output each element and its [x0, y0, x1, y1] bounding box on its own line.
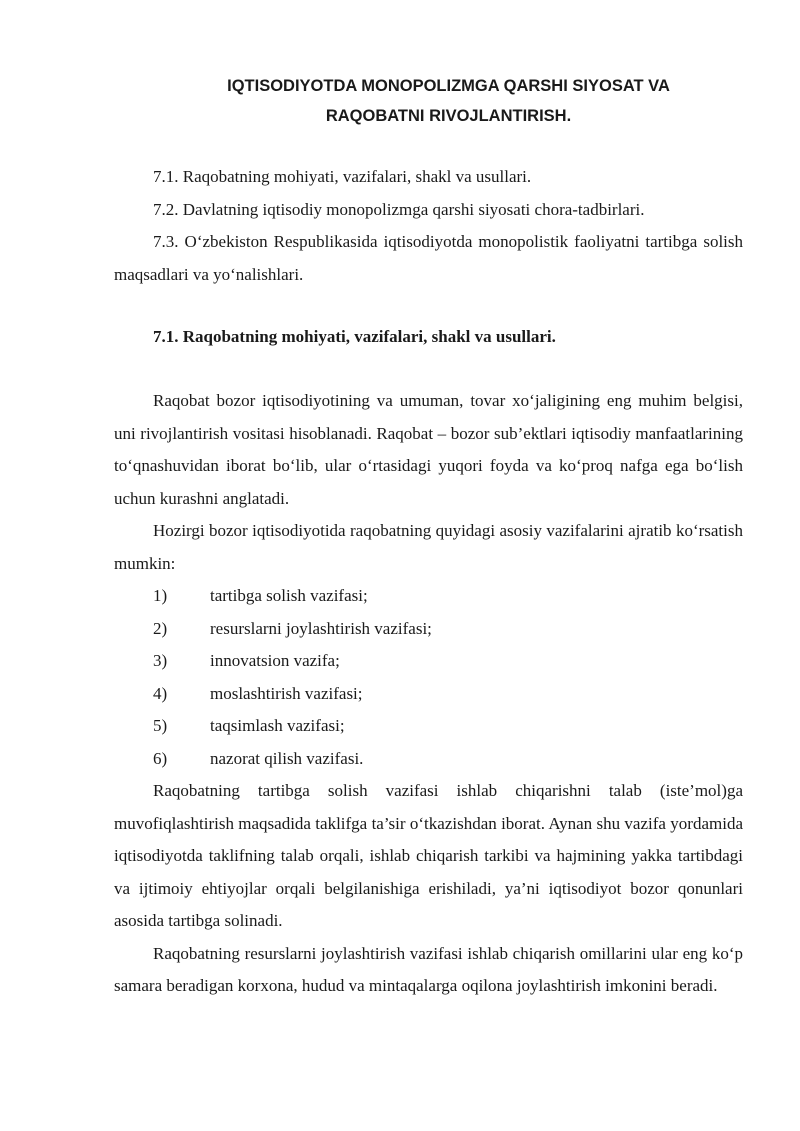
list-item-number: 6): [153, 748, 168, 768]
list-item: [114, 645, 743, 678]
list-item: [114, 580, 743, 613]
list-item-number: 5): [153, 716, 168, 735]
list-item: [114, 710, 743, 743]
paragraph-4: Raqobatning resurslarni joylashtirish vazifasi ishlab chiqarish omillarini ular eng ko‘p samara beradigan korxona, hudud va mintaqalarga oqilona joylashtirish imkonini beradi.: [114, 943, 743, 995]
list-item-text: tartibga solish vazifasi;: [210, 586, 368, 605]
list-item-text: nazorat qilish vazifasi.: [210, 748, 364, 768]
toc-item: 7.3. O‘zbekiston Respublikasida iqtisodiyotda monopolistik faoliyatni tartibga solish maqsadlari va yo‘nalishlari.: [114, 232, 743, 284]
list-item-text: resurslarni joylashtirish vazifasi;: [210, 618, 432, 638]
list-item-text: innovatsion vazifa;: [210, 651, 340, 670]
paragraph-1: Raqobat bozor iqtisodiyotining va umuman, tovar xo‘jaligining eng muhim belgisi, uni rivojlantirish vositasi hisoblanadi. Raqobat – bozor sub’ektlari iqtisodiy manfaatlarining to‘qnashuvidan iborat bo‘lib, ular o‘rtasidagi yuqori foyda va ko‘proq nafga ega bo‘lish uchun kurashni anglatadi.: [114, 391, 743, 508]
list-item-text: taqsimlash vazifasi;: [210, 716, 345, 735]
paragraph-2: Hozirgi bozor iqtisodiyotida raqobatning quyidagi asosiy vazifalarini ajratib ko‘rsatish mumkin:: [114, 521, 743, 573]
list-item-number: 1): [153, 586, 168, 605]
title-line-2: RAQOBATNI RIVOJLANTIRISH.: [325, 107, 572, 125]
title-line-1: IQTISODIYOTDA MONOPOLIZMGA QARSHI SIYOSAT VA: [227, 77, 670, 95]
toc-item: 7.1. Raqobatning mohiyati, vazifalari, shakl va usullari.: [153, 167, 532, 186]
list-item: [114, 678, 743, 711]
list-item-number: 3): [153, 651, 168, 670]
list-item-number: 2): [153, 618, 168, 638]
section-heading: 7.1. Raqobatning mohiyati, vazifalari, shakl va usullari.: [153, 327, 556, 346]
body-text: [114, 385, 743, 1003]
paragraph-3: Raqobatning tartibga solish vazifasi ishlab chiqarishni talab (iste’mol)ga muvofiqlashtirish maqsadida taklifga ta’sir o‘tkazishdan iborat. Aynan shu vazifa yordamida iqtisodiyotda taklifning talab orqali, ishlab chiqarish tarkibi va hajmining yakka tartibdagi va ijtimoiy ehtiyojlar orqali belgilanishiga erishiladi, ya’ni iqtisodiyot bozor qonunlari asosida tartibga solinadi.: [114, 781, 743, 930]
list-item-number: 4): [153, 683, 168, 703]
list-item: [114, 613, 743, 646]
toc-item: 7.2. Davlatning iqtisodiy monopolizmga qarshi siyosati chora-tadbirlari.: [153, 199, 645, 219]
list-item-text: moslashtirish vazifasi;: [210, 683, 363, 703]
list-item: [114, 743, 743, 776]
page-title: [114, 71, 743, 131]
table-of-contents: [114, 161, 743, 291]
functions-list: [114, 580, 743, 775]
